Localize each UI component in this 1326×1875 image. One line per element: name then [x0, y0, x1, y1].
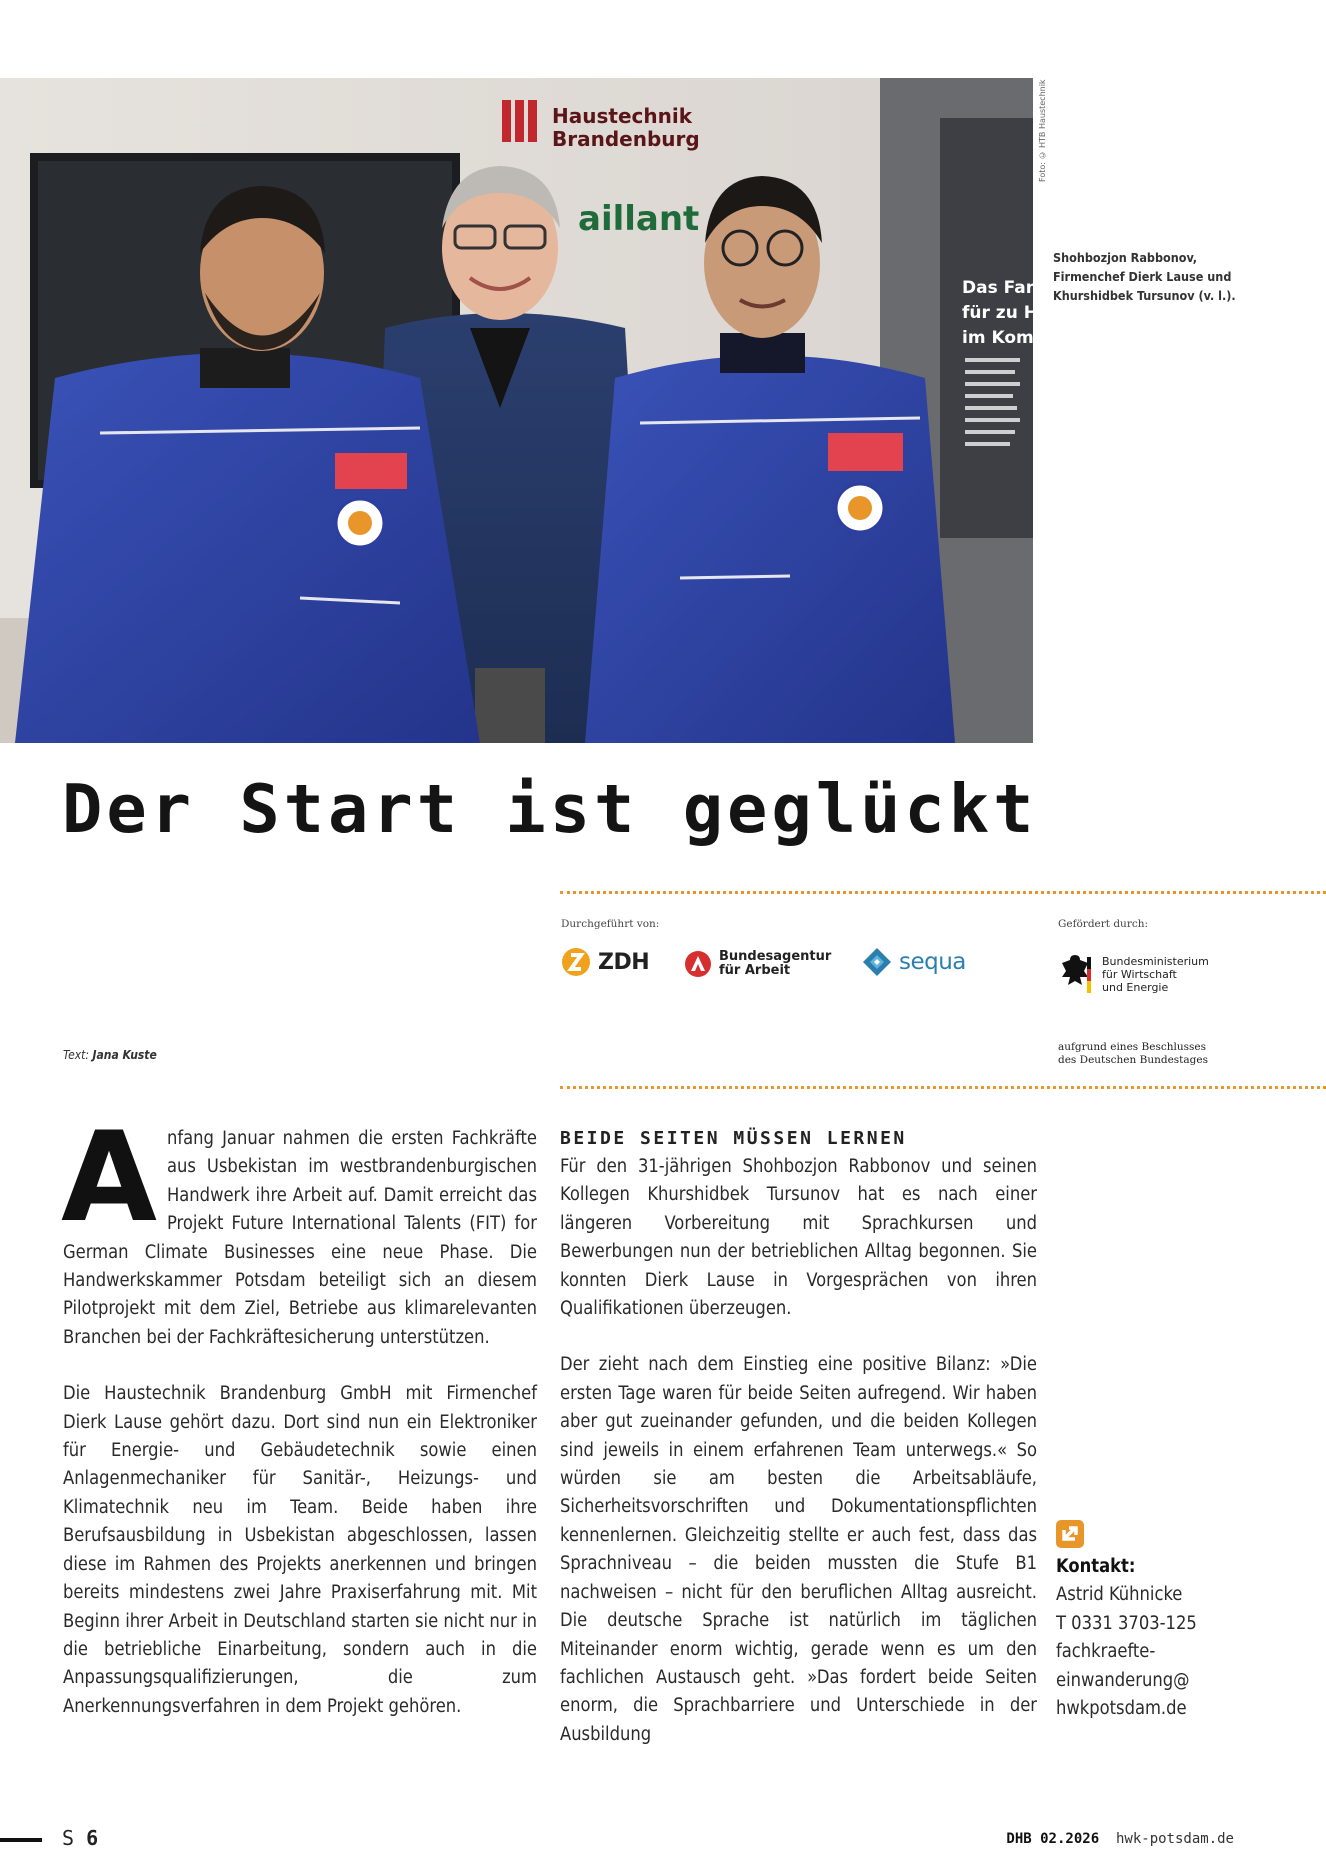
sign-line2: Brandenburg [552, 127, 700, 151]
author-name: Jana Kuste [92, 1048, 157, 1062]
photo-caption [1053, 248, 1303, 305]
bmwe-logo [1058, 951, 1209, 997]
zdh-logo [561, 947, 649, 977]
article-paragraph-1 [61, 1106, 537, 1352]
article-paragraph-4: Der zieht nach dem Einstieg eine positive Bilanz: »Die ersten Tage waren für beide Seiten aufregend. Wir haben aber gut zueinander gefunden, und die beiden Kollegen sind jeweils in einem erfahrenen Team unterwegs.« So würden sie am besten die Arbeitsabläufe, Sicherheitsvorschriften und Dokumentationspflichten kennenlernen. Gleichzeitig stellte er auch fest, dass das Sprachniveau – die beiden mussten die Stufe B1 nachweisen – nicht für den beruflichen Alltag ausreicht. Die deutsche Sprache ist natürlich im täglichen Miteinander enorm wichtig, gerade wenn es um den fachlichen Austausch geht. »Das fordert beide Seiten enorm, die Sprachbarriere und Unterschiede in der Ausbildung [560, 1354, 1037, 1745]
footer-bar [0, 1838, 42, 1842]
footer-issue [1006, 1831, 1234, 1847]
conducted-by-label: Durchgeführt von: [561, 918, 660, 930]
issue-label: DHB 02.2026 [1006, 1831, 1100, 1847]
brand-partial: aillant [578, 199, 700, 239]
site-url[interactable]: hwk-potsdam.de [1115, 1831, 1234, 1847]
contact-email-line1[interactable]: fachkraefte- [1056, 1641, 1156, 1663]
contact-label: Kontakt: [1056, 1556, 1136, 1577]
page-number [62, 1826, 98, 1850]
ba-line2: für Arbeit [719, 963, 791, 978]
contact-arrow-icon [1056, 1520, 1084, 1548]
funded-by-label: Gefördert durch: [1058, 918, 1149, 930]
bmwe-line1: Bundesministerium [1102, 954, 1209, 968]
page-prefix: S [62, 1826, 75, 1850]
caption-line1: Shohbozjon Rabbonov, [1053, 250, 1198, 265]
bmwe-line2: für Wirtschaft [1102, 967, 1177, 981]
sign-line1: Haustechnik [552, 104, 692, 128]
dotted-divider-top [560, 891, 1326, 894]
paragraph-1-text: nfang Januar nahmen die ersten Fachkräfte aus Usbekistan im westbrandenburgischen Handwerk ihre Arbeit auf. Damit erreicht das Projekt Future International Talents (FIT) for German Climate Businesses eine neue Phase. Die Handwerkskammer Potsdam beteiligt sich an diesem Pilotprojekt mit dem Ziel, Betriebe aus klimarelevanten Branchen bei der Fachkräftesicherung unterstützen. [63, 1128, 537, 1348]
sequa-diamond-icon [862, 947, 892, 977]
zdh-mark-icon [561, 947, 591, 977]
sequa-logo [862, 947, 966, 977]
contact-box [1056, 1553, 1316, 1723]
bundesagentur-logo [684, 950, 831, 978]
article-column-1 [61, 1106, 537, 1721]
contact-phone: T 0331 3703-125 [1056, 1612, 1197, 1634]
article-paragraph-3: Für den 31-jährigen Shohbozjon Rabbonov und seinen Kollegen Khurshidbek Tursunov hat es nach einer längeren Vorbereitung mit Sprachkursen und Bewerbungen nun der betrieblichen Alltag begonnen. Sie konnten Dierk Lause in Vorgesprächen von ihren Qualifikationen überzeugen. [560, 1156, 1037, 1320]
bmwe-line3: und Energie [1102, 980, 1169, 994]
poster-line1: Das Fan [962, 278, 1038, 298]
ba-line1: Bundesagentur [719, 949, 832, 964]
note-line2: des Deutschen Bundestages [1058, 1054, 1208, 1066]
bundestag-note [1058, 1041, 1318, 1067]
contact-email-line2[interactable]: einwanderung@ [1056, 1669, 1190, 1691]
contact-email-line3[interactable]: hwkpotsdam.de [1056, 1698, 1187, 1720]
sequa-logo-text: sequa [899, 949, 966, 975]
author-prefix: Text: [63, 1048, 90, 1062]
photo-credit: Foto: © HTB Haustechnik [1038, 79, 1047, 182]
article-column-2 [560, 1125, 1037, 1749]
caption-line3: Khurshidbek Tursunov (v. l.). [1053, 288, 1236, 303]
page-number-value: 6 [86, 1826, 99, 1850]
contact-name: Astrid Kühnicke [1056, 1584, 1183, 1606]
poster-line3: im Komp [962, 328, 1046, 348]
author-byline [63, 1048, 157, 1062]
dotted-divider-bottom [560, 1086, 1326, 1089]
section-subheading: BEIDE SEITEN MÜSSEN LERNEN [560, 1128, 907, 1149]
poster-line2: für zu Ha [962, 303, 1050, 323]
article-paragraph-2: Die Haustechnik Brandenburg GmbH mit Firmenchef Dierk Lause gehört dazu. Dort sind nun ein Elektroniker für Energie- und Gebäudetechnik sowie einen Anlagenmechaniker für Sanitär-, Heizungs- und Klimatechnik neu im Team. Beide haben ihre Berufsausbildung in Usbekistan abgeschlossen, lassen diese im Rahmen des Projekts anerkennen und bringen bereits mindestens zwei Jahre Praxiserfahrung mit. Mit Beginn ihrer Arbeit in Deutschland starten sie nicht nur in die betriebliche Einarbeitung, sondern auch in die Anpassungsqualifizierungen, die zum Anerkennungsverfahren in dem Projekt gehören. [63, 1383, 537, 1717]
bundesagentur-mark-icon [684, 950, 712, 978]
article-title: Der Start ist geglückt [62, 770, 1038, 848]
federal-eagle-icon [1058, 951, 1092, 997]
note-line1: aufgrund eines Beschlusses [1058, 1041, 1206, 1053]
drop-cap: A [61, 1106, 157, 1250]
zdh-logo-text: ZDH [598, 949, 650, 975]
caption-line2: Firmenchef Dierk Lause und [1053, 269, 1232, 284]
